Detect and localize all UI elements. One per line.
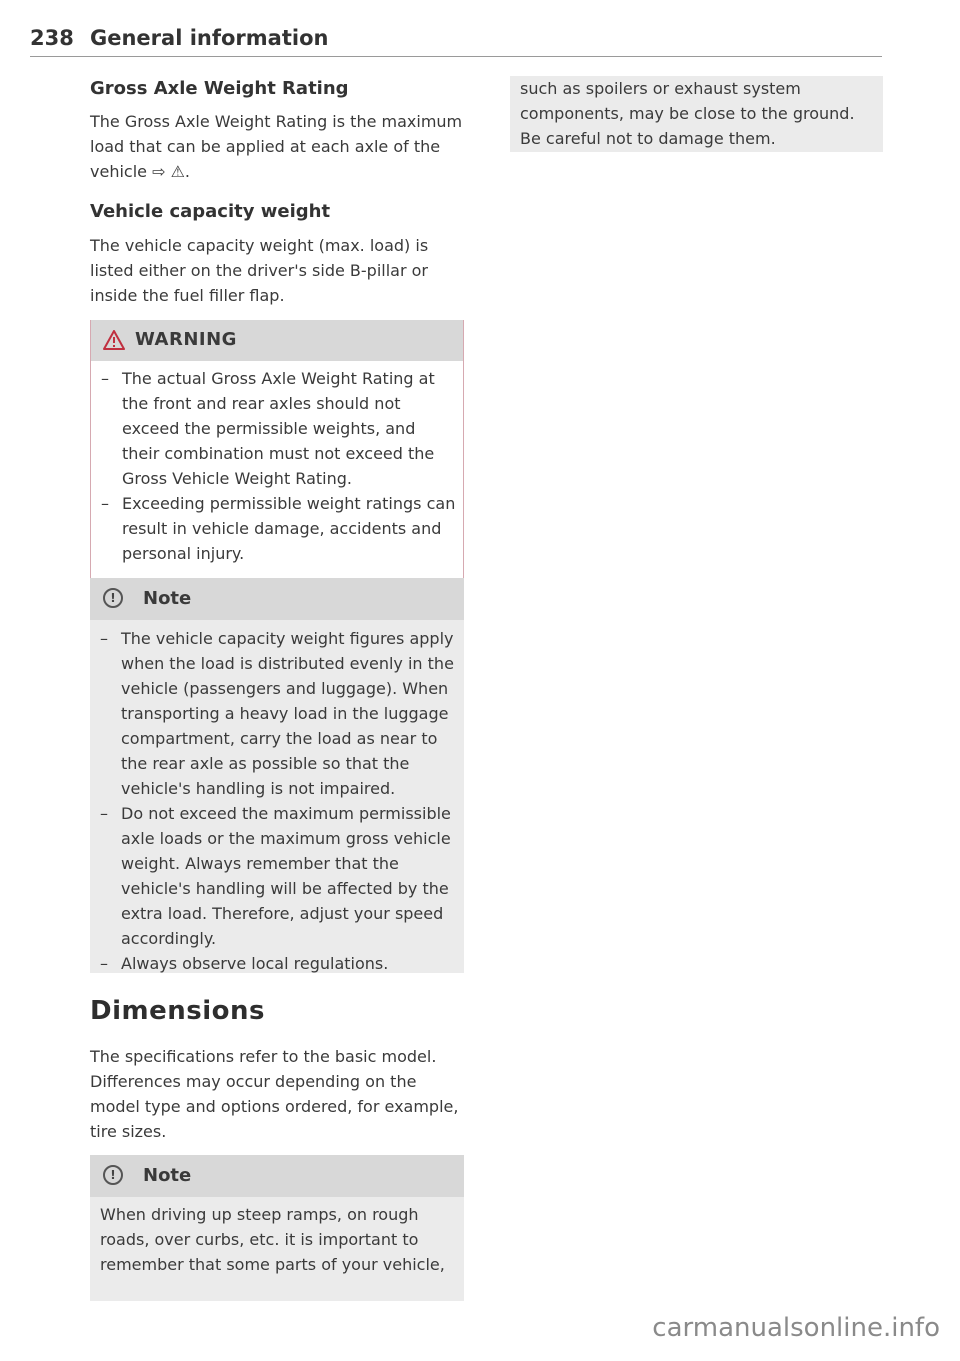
page-header bbox=[30, 26, 882, 57]
note-title: Note bbox=[143, 1165, 192, 1186]
section-text-capacity: The vehicle capacity weight (max. load) is listed either on the driver's side B-pillar or inside the fuel filler flap. bbox=[90, 236, 429, 305]
list-item: – The vehicle capacity weight figures apply when the load is distributed evenly in the vehicle (passengers and luggage). When transporting a heavy load in the luggage compartment, carry the load as near to the rear axle as possible so that the vehicle's handling is not impaired. bbox=[100, 629, 454, 798]
info-exclamation-icon: ! bbox=[103, 1165, 123, 1185]
warning-triangle-icon bbox=[103, 330, 125, 350]
warning-title: WARNING bbox=[135, 329, 237, 350]
list-item: – The actual Gross Axle Weight Rating at the front and rear axles should not exceed the permissible weights, and their combination must not exceed the Gross Vehicle Weight Rating. bbox=[101, 369, 435, 488]
info-exclamation-icon: ! bbox=[103, 588, 123, 608]
section-heading-capacity: Vehicle capacity weight bbox=[90, 201, 331, 222]
warning-list bbox=[101, 366, 457, 566]
dimensions-text: The specifications refer to the basic model. Differences may occur depending on the model type and options ordered, for example, tire sizes. bbox=[90, 1047, 459, 1141]
note-list bbox=[100, 626, 456, 976]
chapter-title: General information bbox=[90, 26, 329, 50]
note-box bbox=[90, 578, 464, 973]
list-item: – Always observe local regulations. bbox=[100, 954, 389, 973]
list-item: – Exceeding permissible weight ratings can result in vehicle damage, accidents and personal injury. bbox=[101, 494, 456, 563]
section-heading-gross-axle: Gross Axle Weight Rating bbox=[90, 78, 349, 99]
note-header bbox=[90, 578, 464, 620]
note-text: When driving up steep ramps, on rough roads, over curbs, etc. it is important to remember that some parts of your vehicle, bbox=[100, 1205, 445, 1274]
page-number: 238 bbox=[30, 26, 74, 50]
dimensions-heading: Dimensions bbox=[90, 996, 265, 1026]
section-text-gross-axle: The Gross Axle Weight Rating is the maximum load that can be applied at each axle of the vehicle ⇨ ⚠. bbox=[90, 112, 463, 181]
note-box bbox=[90, 1155, 464, 1301]
note-title: Note bbox=[143, 588, 192, 609]
warning-header bbox=[91, 320, 463, 361]
watermark: carmanualsonline.info bbox=[652, 1313, 940, 1343]
note-continuation-text: such as spoilers or exhaust system components, may be close to the ground. Be careful not to damage them. bbox=[520, 79, 855, 148]
list-item: – Do not exceed the maximum permissible axle loads or the maximum gross vehicle weight. Always remember that the vehicle's handling will be affected by the extra load. Therefore, adjust your speed accordingly. bbox=[100, 804, 451, 948]
note-continuation-box bbox=[510, 76, 883, 152]
note-header bbox=[90, 1155, 464, 1197]
